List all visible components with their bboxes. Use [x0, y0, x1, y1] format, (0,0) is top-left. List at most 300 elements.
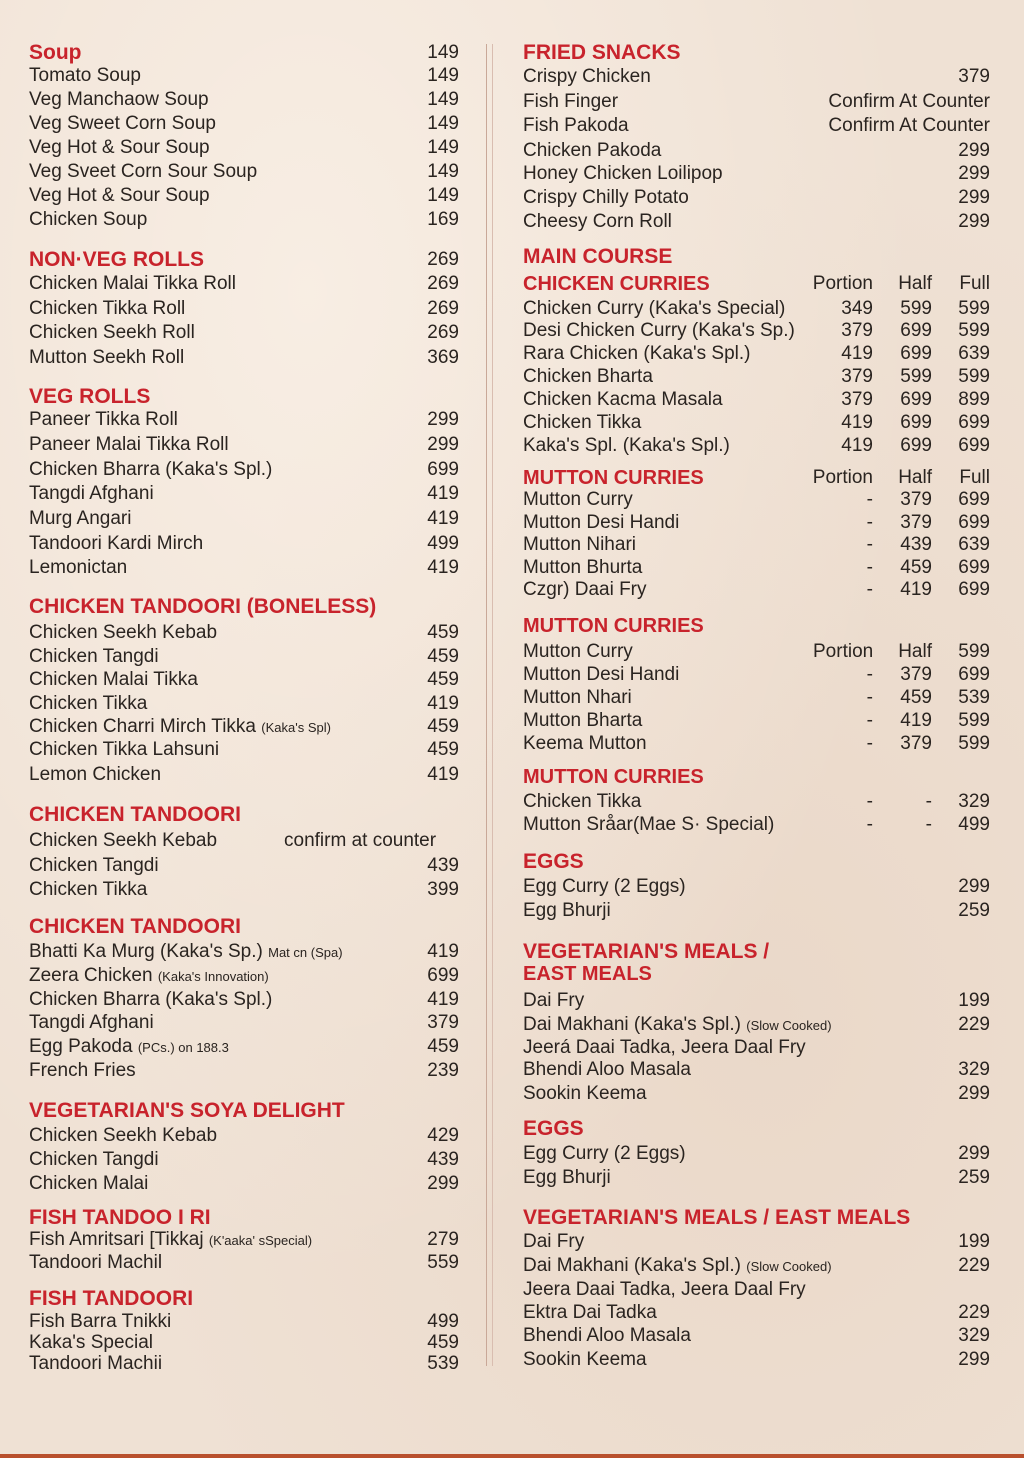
menu-item-name-text: Crispy Chilly Potato [523, 187, 689, 208]
menu-item-price: Confirm At Counter [828, 91, 990, 112]
menu-item-price: 459 [427, 739, 459, 760]
menu-item-row[interactable] [29, 208, 459, 232]
menu-item-price: 239 [427, 1060, 459, 1081]
menu-item-name-text: Fish Finger [523, 91, 619, 112]
menu-item-half-price: - [925, 791, 932, 812]
veg_meals_2-title: VEGETARIAN'S MEALS / EAST MEALS [523, 1206, 911, 1229]
menu-item-full-price: 699 [958, 412, 990, 433]
menu-item-name [523, 1278, 806, 1302]
menu-item-row[interactable] [29, 507, 459, 531]
menu-item-row[interactable] [523, 899, 990, 923]
nonveg_rolls-heading [29, 247, 459, 273]
menu-item-row[interactable] [29, 1228, 459, 1252]
menu-item-row[interactable] [523, 1058, 990, 1082]
menu-item-half-price: 699 [900, 435, 932, 456]
menu-item-name-text: Veg Hot & Sour Soup [29, 185, 210, 206]
menu-item-name [29, 208, 147, 232]
menu-item-name [523, 732, 647, 756]
menu-item-price: 419 [427, 483, 459, 504]
menu-item-name-text: Kaka's Special [29, 1332, 154, 1353]
menu-item-row[interactable] [29, 64, 459, 88]
menu-item-row[interactable] [523, 732, 990, 756]
menu-item-name [523, 90, 618, 114]
menu-item-row[interactable] [523, 640, 990, 664]
menu-item-note: (Kaka's Innovation) [157, 969, 269, 984]
menu-item-row[interactable] [523, 1036, 990, 1060]
menu-item-row[interactable] [29, 112, 459, 136]
menu-item-row[interactable] [523, 709, 990, 733]
menu-item-name [523, 875, 686, 899]
column-divider-inner [492, 44, 493, 1366]
menu-item-row[interactable] [29, 1124, 459, 1148]
menu-item-name-text: Tangdi Afghani [29, 1012, 154, 1033]
menu-item-name [523, 1058, 691, 1082]
menu-item-name-text: Honey Chicken Loilipop [523, 163, 723, 184]
menu-item-name-text: Chicken Tangdi [29, 646, 159, 667]
menu-item-row[interactable] [29, 482, 459, 506]
menu-item-name-text: Mutton Bharta [523, 710, 643, 731]
menu-item-name-text: Chicken Seekh Kebab [29, 1125, 218, 1146]
menu-item-row[interactable] [523, 186, 990, 210]
menu-item-price: 419 [427, 508, 459, 529]
menu-item-price: 419 [427, 764, 459, 785]
menu-item-row[interactable] [523, 365, 990, 389]
soup-heading-price: 149 [427, 42, 459, 63]
menu-item-half-price: 599 [900, 366, 932, 387]
menu-item-name-text: Chicken Tangdi [29, 855, 159, 876]
menu-item-half-price: 459 [900, 687, 932, 708]
veg_rolls-title: VEG ROLLS [29, 385, 151, 408]
menu-item-row[interactable] [523, 90, 990, 114]
menu-item-row[interactable] [29, 136, 459, 160]
menu-item-full-price: 699 [958, 557, 990, 578]
menu-item-name [523, 1301, 657, 1325]
menu-item-name-text: Jeera Daai Tadka, Jeera Daal Fry [523, 1279, 806, 1300]
menu-item-row[interactable] [29, 1251, 459, 1275]
menu-item-name [29, 482, 154, 506]
menu-item-name-text: Veg Sveet Corn Sour Soup [29, 161, 258, 182]
menu-item-name-text: Tandoori Machil [29, 1252, 163, 1273]
menu-item-row[interactable] [29, 297, 459, 321]
menu-item-full-price: 329 [958, 791, 990, 812]
menu-item-price: 379 [958, 66, 990, 87]
menu-item-row[interactable] [29, 556, 459, 580]
menu-item-row[interactable] [523, 488, 990, 512]
menu-item-counter-note: confirm at counter [284, 830, 437, 851]
menu-item-note: (Kaka's Spl) [261, 720, 331, 735]
menu-item-half-price: 379 [900, 664, 932, 685]
menu-item-name-text: Veg Hot & Sour Soup [29, 137, 210, 158]
menu-item-row[interactable] [523, 663, 990, 687]
menu-item-row[interactable] [29, 1011, 459, 1035]
menu-item-name-text: Murg Angari [29, 508, 132, 529]
menu-item-half-price: 419 [900, 710, 932, 731]
menu-item-name-text: Egg Curry (2 Eggs) [523, 876, 686, 897]
menu-item-name-text: Chicken Tikka [523, 791, 642, 812]
menu-item-name [523, 1036, 806, 1060]
menu-item-row[interactable] [523, 411, 990, 435]
menu-item-name [523, 388, 723, 412]
menu-item-name [29, 854, 159, 878]
menu-item-row[interactable] [29, 1352, 459, 1376]
menu-item-portion-price: - [866, 579, 873, 600]
menu-item-name [523, 663, 679, 687]
menu-item-note: (Slow Cooked) [746, 1259, 832, 1274]
menu-item-row[interactable] [29, 532, 459, 556]
menu-item-row[interactable] [29, 988, 459, 1012]
menu-item-row[interactable] [29, 715, 459, 739]
menu-item-name-text: Tomato Soup [29, 65, 141, 86]
menu-item-full-price: 499 [958, 814, 990, 835]
soya-heading [29, 1098, 459, 1124]
menu-item-price: 149 [427, 65, 459, 86]
menu-item-row[interactable] [523, 1230, 990, 1254]
menu-item-portion-price: - [866, 489, 873, 510]
menu-item-name-text: Chicken Kacma Masala [523, 389, 723, 410]
menu-item-half-price: - [925, 814, 932, 835]
menu-item-name-text: Lemon Chicken [29, 764, 162, 785]
mutton_2-heading [523, 614, 990, 638]
menu-item-price: 299 [958, 1143, 990, 1164]
menu-item-portion-price: 379 [841, 389, 873, 410]
mutton_3-heading [523, 765, 990, 789]
menu-item-name [29, 408, 178, 432]
menu-item-price: 259 [958, 900, 990, 921]
menu-item-full-price: 899 [958, 389, 990, 410]
menu-item-row[interactable] [29, 621, 459, 645]
mutton_1-heading [523, 466, 990, 490]
menu-item-row[interactable] [29, 1148, 459, 1172]
menu-item-portion-price: 379 [841, 366, 873, 387]
menu-item-name-text: Sookin Keema [523, 1083, 647, 1104]
menu-item-row[interactable] [29, 763, 459, 787]
menu-item-name [29, 1059, 136, 1083]
menu-item-row[interactable] [29, 878, 459, 902]
menu-item-name-text: French Fries [29, 1060, 136, 1081]
soup-title: Soup [29, 41, 82, 64]
menu-item-half-price: 699 [900, 389, 932, 410]
menu-item-price: 229 [958, 1014, 990, 1035]
menu-item-name-text: Bhendi Aloo Masala [523, 1325, 691, 1346]
menu-item-row[interactable] [29, 692, 459, 716]
menu-item-row[interactable] [29, 829, 459, 853]
menu-item-full-price: 599 [958, 641, 990, 662]
menu-item-name-text: Veg Manchaow Soup [29, 89, 209, 110]
menu-item-price: 269 [427, 273, 459, 294]
menu-item-name-text: Ektra Dai Tadka [523, 1302, 657, 1323]
menu-item-price: 399 [427, 879, 459, 900]
menu-item-name-text: Chicken Pakoda [523, 140, 662, 161]
fish_2-heading [29, 1286, 459, 1312]
menu-item-row[interactable] [29, 458, 459, 482]
menu-item-name-text: Czgr) Daai Fry [523, 579, 647, 600]
menu-item-price: 499 [427, 1311, 459, 1332]
menu-item-row[interactable] [523, 162, 990, 186]
menu-item-portion-price: - [866, 710, 873, 731]
main_course-heading [523, 244, 990, 270]
tandoori_1-heading [29, 802, 459, 828]
menu-item-name-text: Mutton Curry [523, 641, 633, 662]
menu-item-name-text: Lemonictan [29, 557, 128, 578]
menu-item-row[interactable] [523, 813, 990, 837]
menu-item-row[interactable] [523, 989, 990, 1013]
menu-item-name-text: Sookin Keema [523, 1349, 647, 1370]
menu-item-portion-price: - [866, 687, 873, 708]
menu-item-price: 559 [427, 1252, 459, 1273]
menu-item-name-text: Fish Barra Tnikki [29, 1311, 172, 1332]
mutton_1-col-full: Full [959, 467, 990, 488]
menu-item-price: 299 [958, 1083, 990, 1104]
menu-item-price: 699 [427, 965, 459, 986]
fish_1-title: FISH TANDOO I RI [29, 1206, 211, 1229]
menu-item-half-price: 699 [900, 412, 932, 433]
menu-item-name [523, 162, 723, 186]
menu-item-portion-price: 419 [841, 343, 873, 364]
menu-item-full-price: 699 [958, 664, 990, 685]
menu-item-price: 429 [427, 1125, 459, 1146]
menu-item-name-text: Crispy Chicken [523, 66, 651, 87]
menu-item-name-text: Chicken Charri Mirch Tikka [29, 716, 256, 737]
menu-item-price: 169 [427, 209, 459, 230]
column-divider [486, 44, 487, 1366]
menu-item-name-text: Mutton Desi Handi [523, 664, 680, 685]
menu-item-name-text: Cheesy Corn Roll [523, 211, 672, 232]
menu-item-price: 149 [427, 137, 459, 158]
menu-item-price: 299 [427, 409, 459, 430]
menu-item-row[interactable] [523, 1348, 990, 1372]
menu-item-name-text: Chicken Bharra (Kaka's Spl.) [29, 989, 273, 1010]
eggs_1-title: EGGS [523, 850, 584, 873]
veg_meals_2-heading [523, 1205, 990, 1231]
menu-item-row[interactable] [523, 388, 990, 412]
menu-item-row[interactable] [523, 511, 990, 535]
menu-item-row[interactable] [29, 1172, 459, 1196]
menu-item-name [523, 1082, 647, 1106]
menu-item-name [29, 715, 331, 740]
menu-item-price: 149 [427, 161, 459, 182]
fish_2-title: FISH TANDOORI [29, 1287, 194, 1310]
fried-title: FRIED SNACKS [523, 41, 681, 64]
chicken_curries-col-half: Half [898, 273, 932, 294]
menu-item-row[interactable] [523, 319, 990, 343]
menu-item-row[interactable] [523, 297, 990, 321]
tandoori_boneless-title: CHICKEN TANDOORI (BONELESS) [29, 595, 377, 618]
menu-item-row[interactable] [29, 668, 459, 692]
menu-item-name [523, 1013, 832, 1038]
menu-item-name-text: Chicken Bharra (Kaka's Spl.) [29, 459, 273, 480]
menu-item-name [29, 532, 203, 556]
menu-item-row[interactable] [523, 65, 990, 89]
menu-item-name-text: Mutton Seekh Roll [29, 347, 185, 368]
menu-item-price: 459 [427, 669, 459, 690]
menu-item-price: 229 [958, 1302, 990, 1323]
menu-item-price: 199 [958, 1231, 990, 1252]
menu-item-name [29, 1035, 229, 1060]
menu-item-half-price: 459 [900, 557, 932, 578]
menu-item-portion-price: 379 [841, 320, 873, 341]
menu-item-name [523, 511, 679, 535]
menu-item-price: 299 [427, 1173, 459, 1194]
tandoori_2-heading [29, 914, 459, 940]
menu-item-portion-price: - [866, 512, 873, 533]
menu-item-row[interactable] [523, 875, 990, 899]
chicken_curries-title: CHICKEN CURRIES [523, 273, 710, 295]
menu-item-name [523, 139, 661, 163]
menu-item-name [523, 1166, 611, 1190]
menu-item-name [29, 692, 147, 716]
menu-item-full-price: 699 [958, 512, 990, 533]
menu-item-name [29, 1124, 217, 1148]
menu-item-row[interactable] [29, 184, 459, 208]
mutton_1-col-portion: Portion [812, 467, 873, 488]
menu-item-full-price: 599 [958, 366, 990, 387]
menu-item-row[interactable] [523, 578, 990, 602]
menu-item-name [29, 668, 198, 692]
menu-item-full-price: 699 [958, 579, 990, 600]
menu-item-full-price: 699 [958, 435, 990, 456]
menu-item-name-text: Jeerá Daai Tadka, Jeera Daal Fry [523, 1037, 806, 1058]
eggs_1-heading [523, 849, 990, 875]
menu-item-name [523, 297, 785, 321]
menu-item-row[interactable] [523, 114, 990, 138]
menu-item-row[interactable] [523, 210, 990, 234]
menu-item-row[interactable] [523, 686, 990, 710]
menu-item-row[interactable] [29, 433, 459, 457]
menu-item-row[interactable] [523, 790, 990, 814]
menu-item-name [523, 813, 774, 837]
menu-item-row[interactable] [29, 408, 459, 432]
menu-item-name-text: Egg Curry (2 Eggs) [523, 1143, 686, 1164]
menu-item-row[interactable] [29, 88, 459, 112]
menu-item-name [29, 878, 147, 902]
menu-item-name-text: Dai Fry [523, 990, 585, 1011]
menu-item-portion-price: 349 [841, 298, 873, 319]
menu-item-name-text: Mutton Curry [523, 489, 633, 510]
menu-item-name-text: Mutton Desi Handi [523, 512, 680, 533]
menu-item-name-text: Chicken Bharta [523, 366, 653, 387]
menu-item-price: 459 [427, 646, 459, 667]
menu-item-row[interactable] [523, 1254, 990, 1278]
menu-item-row[interactable] [523, 1324, 990, 1348]
menu-item-half-price: 439 [900, 534, 932, 555]
menu-item-row[interactable] [523, 1013, 990, 1037]
main_course-title: MAIN COURSE [523, 245, 673, 268]
menu-item-note: (K'aaka' sSpecial) [208, 1233, 313, 1248]
menu-item-name [523, 186, 689, 210]
menu-item-row[interactable] [523, 1166, 990, 1190]
menu-item-name-text: Chicken Tangdi [29, 1149, 159, 1170]
menu-item-name [29, 346, 184, 370]
menu-item-row[interactable] [523, 342, 990, 366]
page-bottom-border [0, 1454, 1024, 1458]
nonveg_rolls-title: NON·VEG ROLLS [29, 248, 205, 271]
menu-item-row[interactable] [523, 556, 990, 580]
menu-item-name [29, 1172, 148, 1196]
menu-item-name-text: Mutton Nihari [523, 534, 636, 555]
menu-item-name-text: Veg Sweet Corn Soup [29, 113, 216, 134]
menu-item-name [523, 1142, 686, 1166]
menu-item-price: 459 [427, 1332, 459, 1353]
menu-item-row[interactable] [29, 346, 459, 370]
menu-item-name [29, 507, 131, 531]
menu-item-row[interactable] [29, 321, 459, 345]
menu-item-name-text: Bhendi Aloo Masala [523, 1059, 691, 1080]
eggs_2-heading [523, 1116, 990, 1142]
menu-item-row[interactable] [523, 139, 990, 163]
menu-item-row[interactable] [523, 533, 990, 557]
menu-item-row[interactable] [29, 854, 459, 878]
menu-item-row[interactable] [523, 1278, 990, 1302]
menu-item-row[interactable] [29, 940, 459, 964]
veg_meals_1-heading-line2 [523, 961, 990, 987]
menu-item-full-price: 599 [958, 298, 990, 319]
menu-item-price: 279 [427, 1229, 459, 1250]
menu-item-row[interactable] [29, 738, 459, 762]
menu-item-name [29, 1352, 162, 1376]
menu-item-name [523, 533, 636, 557]
menu-item-row[interactable] [29, 964, 459, 988]
menu-item-name-text: Chicken Malai Tikka [29, 669, 198, 690]
soya-title: VEGETARIAN'S SOYA DELIGHT [29, 1099, 345, 1122]
menu-item-price: 329 [958, 1059, 990, 1080]
veg_meals_1-title-line2: EAST MEALS [523, 963, 652, 985]
menu-item-name [523, 790, 641, 814]
menu-item-full-price: 539 [958, 687, 990, 708]
menu-item-price: 379 [427, 1012, 459, 1033]
menu-item-name [523, 342, 751, 366]
nonveg_rolls-heading-price: 269 [427, 249, 459, 270]
menu-item-row[interactable] [29, 272, 459, 296]
menu-item-row[interactable] [29, 1035, 459, 1059]
menu-item-name [29, 621, 217, 645]
menu-item-price: 699 [427, 459, 459, 480]
menu-item-name [29, 458, 272, 482]
menu-item-price: 329 [958, 1325, 990, 1346]
menu-item-name-text: Kaka's Spl. (Kaka's Spl.) [523, 435, 730, 456]
menu-item-portion-price: Portion [813, 641, 874, 662]
menu-item-portion-price: - [866, 557, 873, 578]
tandoori_2-title: CHICKEN TANDOORI [29, 915, 241, 938]
soup-heading [29, 40, 459, 66]
menu-item-name-text: Chicken Soup [29, 209, 148, 230]
menu-item-name [523, 434, 730, 458]
menu-item-price: 299 [958, 1349, 990, 1370]
menu-item-half-price: 599 [900, 298, 932, 319]
menu-item-portion-price: 419 [841, 435, 873, 456]
menu-item-row[interactable] [29, 1059, 459, 1083]
menu-item-row[interactable] [523, 1301, 990, 1325]
menu-item-row[interactable] [29, 160, 459, 184]
menu-item-name-text: Egg Bhurji [523, 900, 611, 921]
menu-item-portion-price: - [866, 534, 873, 555]
menu-item-name-text: Chicken Seekh Kebab [29, 830, 218, 851]
menu-item-half-price: 419 [900, 579, 932, 600]
menu-item-row[interactable] [29, 645, 459, 669]
menu-item-row[interactable] [523, 1082, 990, 1106]
menu-item-name-text: Chicken Seekh Roll [29, 322, 195, 343]
menu-item-name [29, 184, 210, 208]
menu-item-price: 459 [427, 716, 459, 737]
menu-item-name [29, 1251, 162, 1275]
menu-item-name-text: Tandoori Machii [29, 1353, 163, 1374]
menu-item-price: 299 [958, 211, 990, 232]
menu-item-portion-price: 419 [841, 412, 873, 433]
menu-item-name [29, 136, 210, 160]
menu-item-row[interactable] [523, 434, 990, 458]
menu-item-note: Mat cn (Spa) [268, 945, 343, 960]
menu-item-half-price: 699 [900, 320, 932, 341]
menu-item-row[interactable] [523, 1142, 990, 1166]
